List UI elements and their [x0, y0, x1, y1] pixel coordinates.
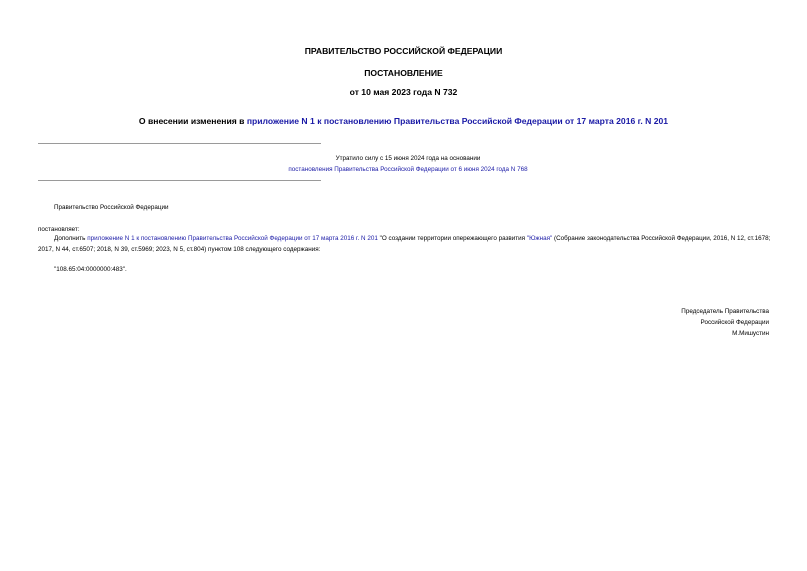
- government-heading: ПРАВИТЕЛЬСТВО РОССИЙСКОЙ ФЕДЕРАЦИИ: [304, 46, 503, 56]
- status-notice-link[interactable]: постановления Правительства Российской Федерации от 6 июня 2024 года N 768: [288, 166, 528, 173]
- resolves-text: постановляет:: [38, 226, 80, 233]
- intro-text: Правительство Российской Федерации: [54, 204, 169, 211]
- title-amended-act-link[interactable]: приложение N 1 к постановлению Правительства Российской Федерации от 17 марта 2016 г. N 201: [246, 116, 669, 126]
- signer-title: Председатель Правительства: [681, 308, 769, 315]
- amendment-text-middle: "О создании территории опережающего развития: [377, 235, 527, 242]
- amendment-text-end: (Собрание законодательства Российской Федерации, 2016, N 12, ст.1678; 2017, N 44, ст.6507; 2018, N 39, ст.5969; 2023, N 5, ст.804) пунктом 108 следующего содержания:: [38, 235, 771, 253]
- document-type: ПОСТАНОВЛЕНИЕ: [364, 68, 443, 78]
- status-notice-line: Утратило силу с 15 июня 2024 года на основании: [335, 155, 481, 162]
- signer-organization: Российской Федерации: [700, 319, 769, 327]
- signature-block: [681, 306, 769, 340]
- quoted-item: "108.65:04:0000000:483".: [54, 266, 127, 273]
- document-date-number: от 10 мая 2023 года N 732: [349, 87, 458, 97]
- amendment-act-link[interactable]: приложение N 1 к постановлению Правительства Российской Федерации от 17 марта 2016 г. N 201: [87, 235, 378, 242]
- territory-name-link[interactable]: "Южная": [526, 235, 553, 242]
- amendment-text-start: Дополнить: [54, 235, 88, 242]
- notice-bottom-divider: [38, 180, 321, 181]
- notice-top-divider: [38, 143, 321, 144]
- signer-name: М.Мишустин: [732, 330, 769, 338]
- document-title: [0, 116, 807, 126]
- amendment-paragraph: [38, 234, 771, 255]
- title-prefix: О внесении изменения в: [138, 116, 247, 126]
